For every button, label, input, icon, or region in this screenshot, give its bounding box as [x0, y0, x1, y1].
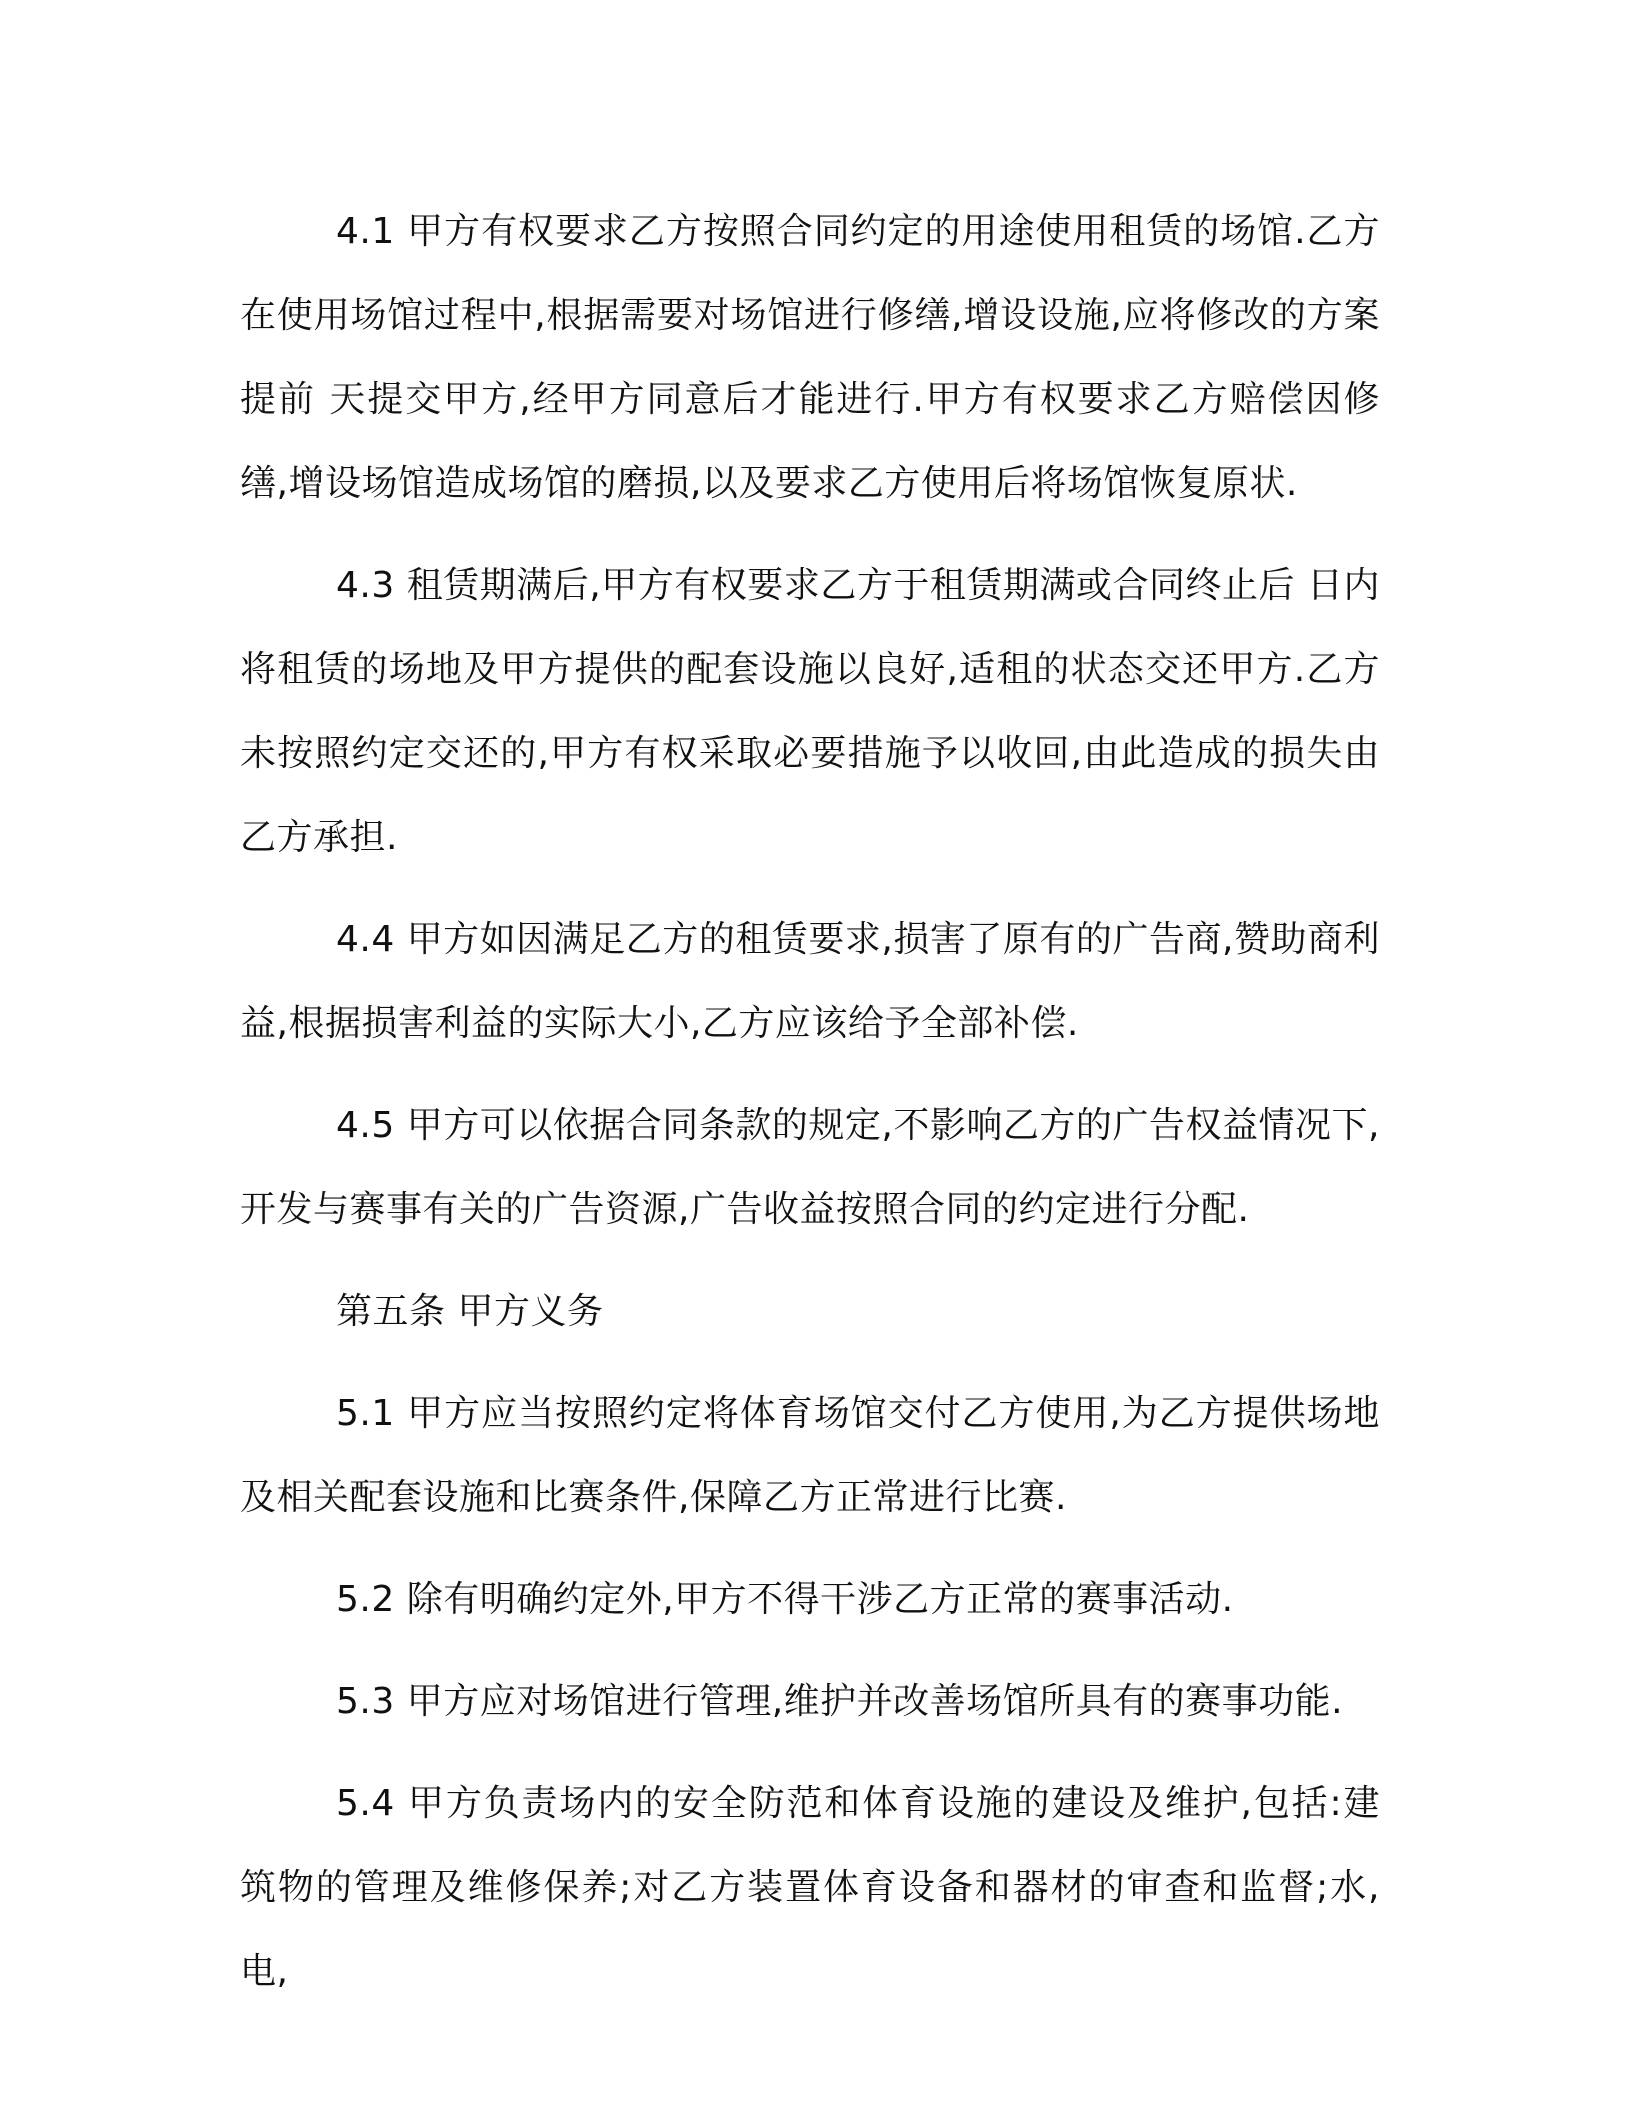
document-page	[240, 190, 1380, 2032]
clause-4-1: 4.1 甲方有权要求乙方按照合同约定的用途使用租赁的场馆.乙方在使用场馆过程中,根据需要对场馆进行修缮,增设设施,应将修改的方案提前 天提交甲方,经甲方同意后才能进行.甲方有权要求乙方赔偿因修缮,增设场馆造成场馆的磨损,以及要求乙方使用后将场馆恢复原状.	[240, 211, 1380, 504]
clause-5-3: 5.3 甲方应对场馆进行管理,维护并改善场馆所具有的赛事功能.	[336, 1681, 1344, 1722]
clause-5-2: 5.2 除有明确约定外,甲方不得干涉乙方正常的赛事活动.	[336, 1579, 1234, 1620]
article-5-heading: 第五条 甲方义务	[336, 1291, 604, 1332]
clause-4-5: 4.5 甲方可以依据合同条款的规定,不影响乙方的广告权益情况下,开发与赛事有关的广告资源,广告收益按照合同的约定进行分配.	[240, 1105, 1380, 1230]
clause-4-3: 4.3 租赁期满后,甲方有权要求乙方于租赁期满或合同终止后 日内将租赁的场地及甲方提供的配套设施以良好,适租的状态交还甲方.乙方未按照约定交还的,甲方有权采取必要措施予以收回,由此造成的损失由乙方承担.	[240, 565, 1380, 858]
clause-4-4: 4.4 甲方如因满足乙方的租赁要求,损害了原有的广告商,赞助商利益,根据损害利益的实际大小,乙方应该给予全部补偿.	[240, 919, 1380, 1044]
clause-5-4: 5.4 甲方负责场内的安全防范和体育设施的建设及维护,包括:建筑物的管理及维修保养;对乙方装置体育设备和器材的审查和监督;水,电,	[240, 1783, 1380, 1992]
clause-5-1: 5.1 甲方应当按照约定将体育场馆交付乙方使用,为乙方提供场地及相关配套设施和比赛条件,保障乙方正常进行比赛.	[240, 1393, 1380, 1518]
